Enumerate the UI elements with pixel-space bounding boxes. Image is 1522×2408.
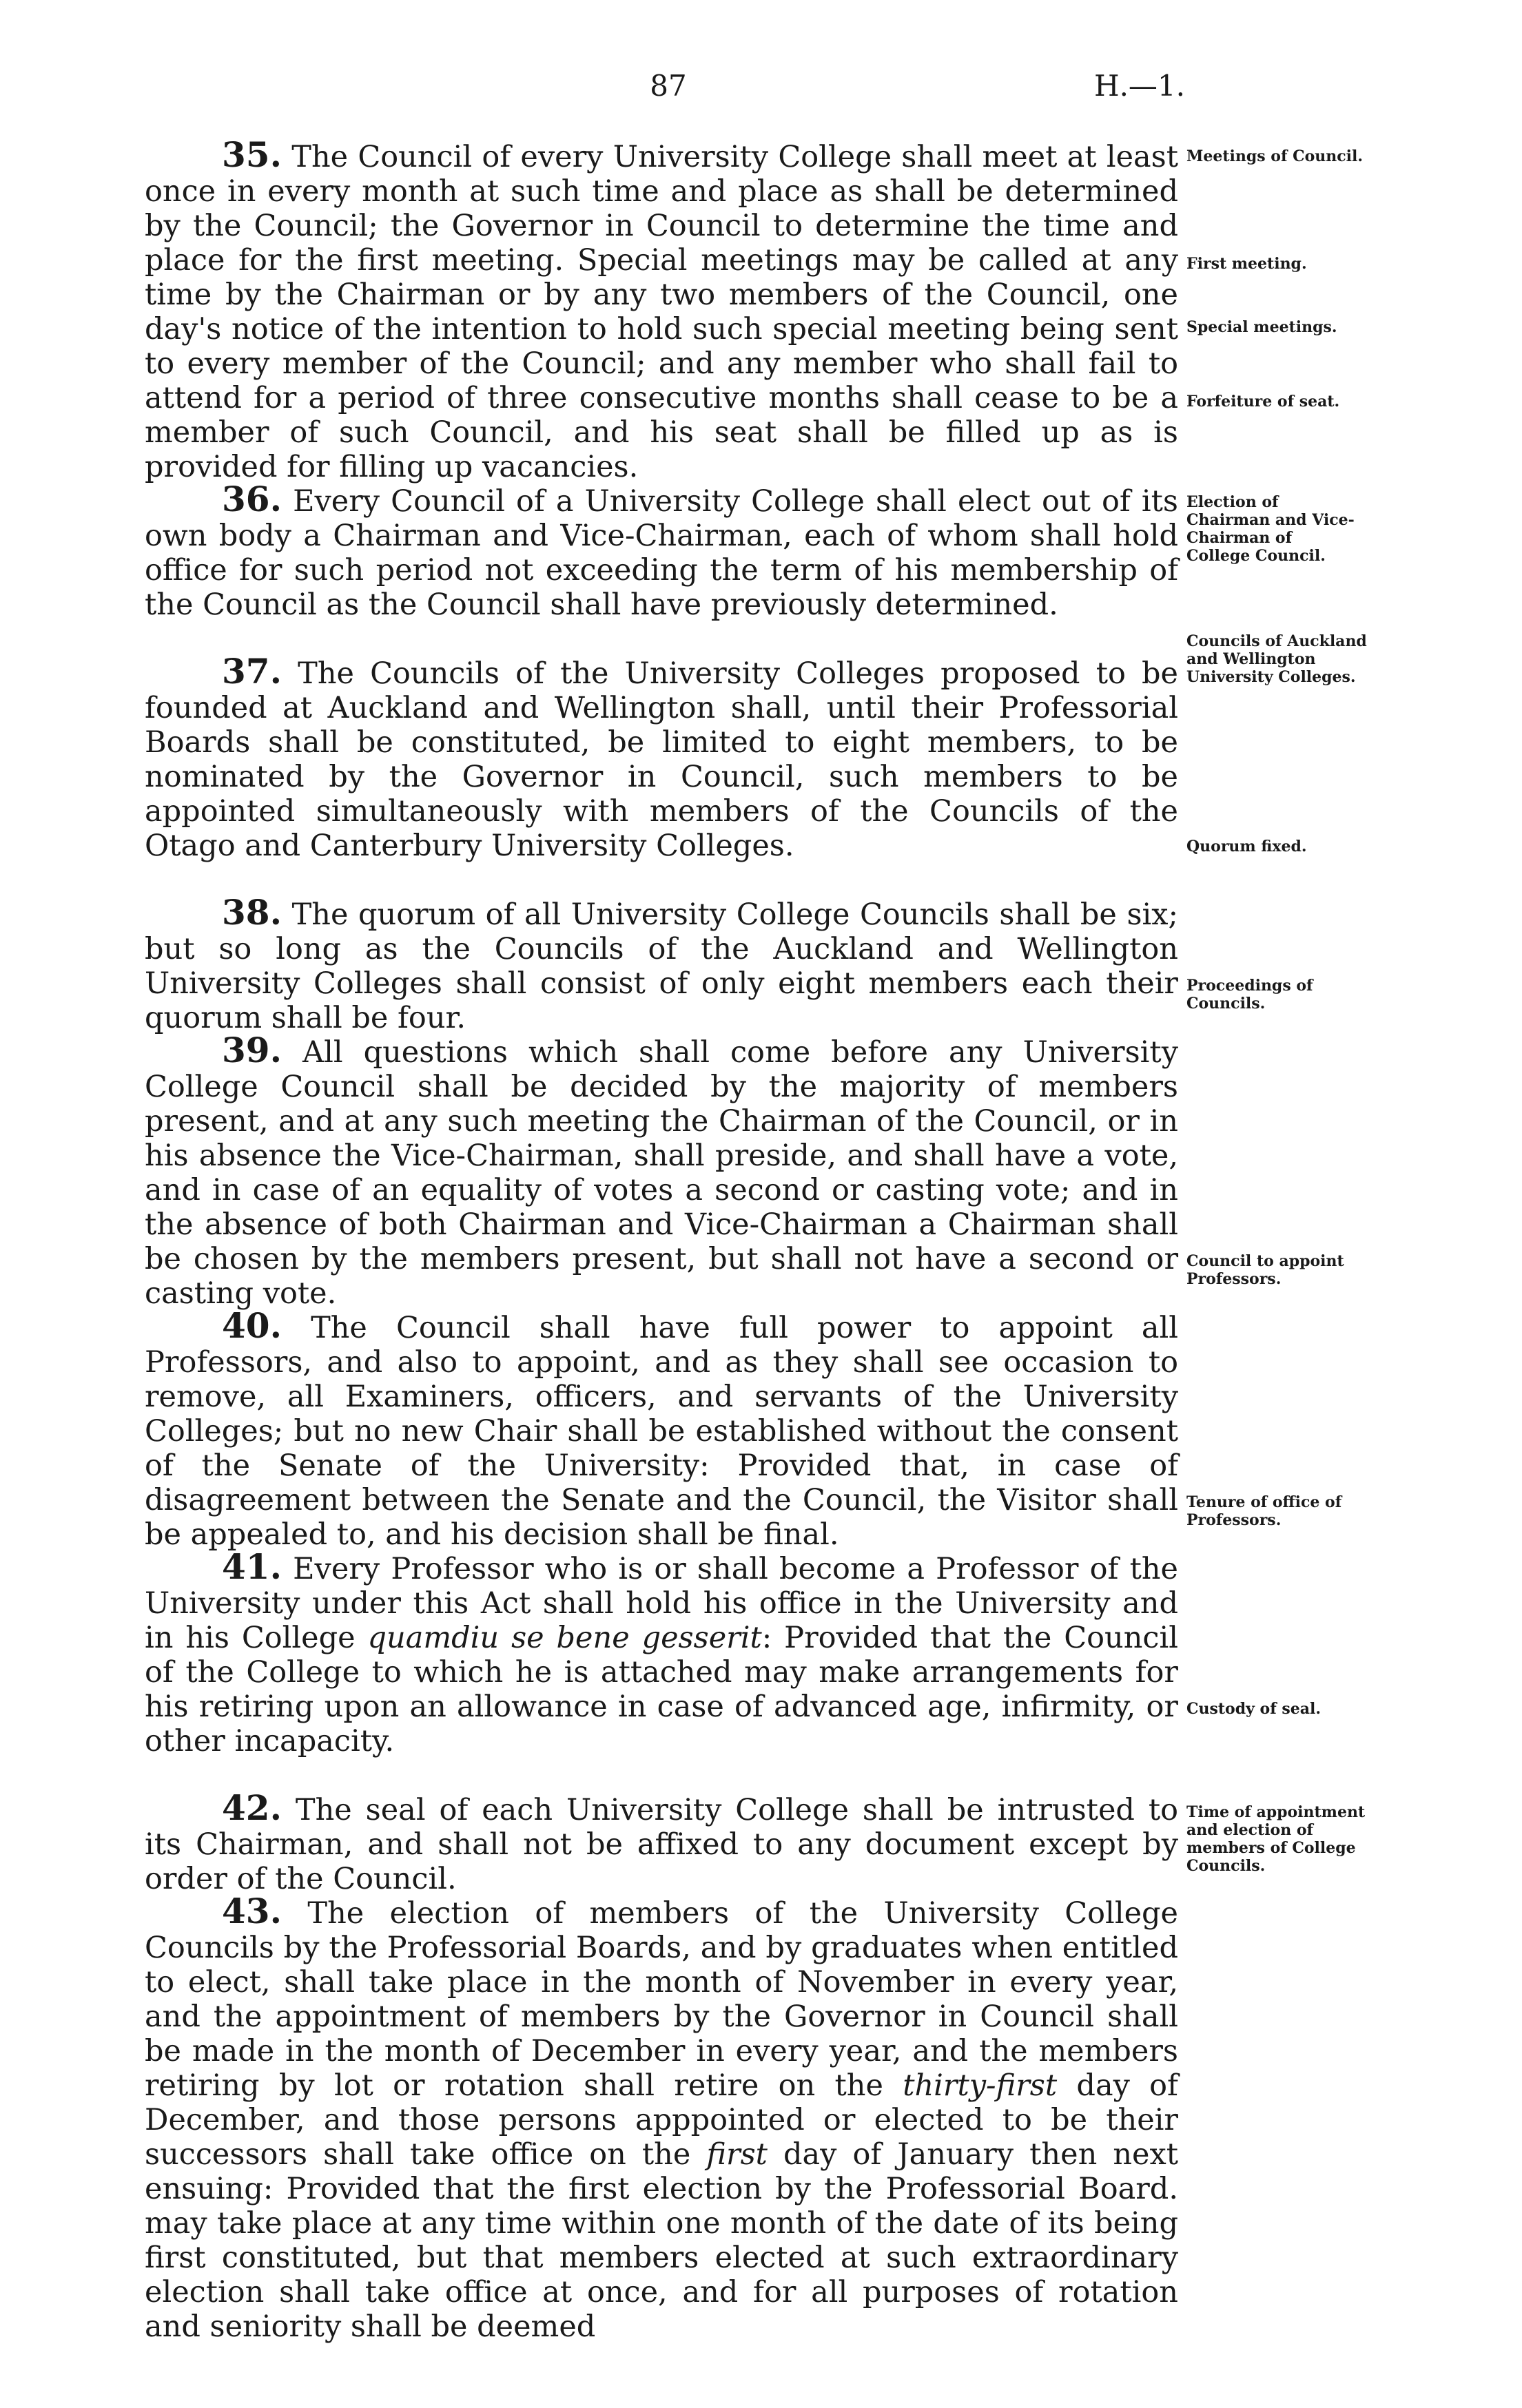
margin-note-forfeiture: Forfeiture of seat. [1186,393,1340,411]
section-37 [145,651,1178,863]
latin-phrase: quamdiu se bene gesserit [367,1621,762,1655]
margin-note-quorum: Quorum fixed. [1186,838,1307,855]
section-number: 38. [222,892,282,933]
section-number: 42. [222,1787,282,1828]
margin-note-time-appointment: Time of appointment and election of members of College Councils. [1186,1803,1366,1875]
margin-note-special-meetings: Special meetings. [1186,318,1337,336]
section-text: The Council of every University College shall meet at least once in every month at such time and place as shall be determined by the Council; the Governor in Council to determine the time and place for the first meeting. Special meetings may be called at any time by the Chairman or by any two members of the Council, one day's notice of the intention to hold such special meeting being sent to every member of the Council; and any member who shall fail to attend for a period of three consecutive months shall cease to be a member of such Council, and his seat shall be filled up as is provided for filling up vacancies. [145,140,1179,484]
section-text: The election of members of the University College Councils by the Professorial Boards, and by graduates when entitled to elect, shall take place in the month of November in every year, and the appointment of members by the Governor in Council shall be made in the month of December in every year, and the members retiring by lot or rotation shall retire on the [145,1896,1178,2103]
section-39 [145,1030,1178,1311]
section-35 [145,134,1179,484]
section-number: 40. [222,1305,282,1346]
margin-note-tenure: Tenure of office of Professors. [1186,1493,1342,1529]
margin-note-election-chairman: Election of Chairman and Vice-Chairman of College Council. [1186,493,1355,565]
section-text: All questions which shall come before any University College Council shall be decided by the majority of members present, and at any such meeting the Chairman of the Council, or in his absence the Vice-Chairman, shall preside, and shall have a vote, and in case of an equality of votes a second or casting vote; and in the absence of both Chairman and Vice-Chairman a Chairman shall be chosen by the members present, but shall not have a second or casting vote. [145,1035,1178,1311]
section-text-continued: day of December, and those persons apppointed or elected to be their successors shall take office on the [145,2068,1178,2172]
section-text: The Councils of the University Colleges proposed to be founded at Auckland and Wellington shall, until their Professorial Boards shall be constituted, be limited to eight members, to be nominated by the Governor in Council, such members to be appointed simultaneously with members of the Councils of the Otago and Canterbury University Colleges. [145,656,1178,863]
section-38 [145,892,1178,1035]
italic-date: thirty-first [903,2068,1058,2103]
section-40 [145,1305,1178,1552]
section-43 [145,1891,1178,2344]
margin-note-custody-seal: Custody of seal. [1186,1700,1322,1718]
section-text: The Council shall have full power to appoint all Professors, and also to appoint, and as they shall see occasion to remove, all Examiners, officers, and servants of the University Colleges; but no new Chair shall be established without the consent of the Senate of the University: Provided that, in case of disagreement between the Senate and the Council, the Visitor shall be appealed to, and his decision shall be final. [145,1311,1178,1552]
section-text: Every Council of a University College shall elect out of its own body a Chairman and Vice-Chairman, each of whom shall hold office for such period not exceeding the term of his membership of the Council as the Council shall have previously determined. [145,484,1178,622]
section-number: 36. [222,479,282,519]
section-text: The quorum of all University College Councils shall be six; but so long as the Councils of the Auckland and Wellington University Colleges shall consist of only eight members each their quorum shall be four. [145,897,1178,1035]
section-36 [145,479,1178,622]
section-42 [145,1787,1178,1896]
section-text-continued: : Provided that the Council of the College to which he is attached may make arrangements for his retiring upon an allowance in case of advanced age, infirmity, or other incapacity. [145,1621,1178,1758]
section-number: 41. [222,1546,282,1587]
margin-note-auckland-wellington: Councils of Auckland and Wellington University Colleges. [1186,632,1367,686]
margin-note-first-meeting: First meeting. [1186,255,1307,273]
section-number: 37. [222,651,282,692]
margin-note-appoint-professors: Council to appoint Professors. [1186,1252,1344,1288]
section-number: 39. [222,1030,282,1070]
italic-date: first [706,2137,768,2172]
section-text: The seal of each University College shall be intrusted to its Chairman, and shall not be affixed to any document except by order of the Council. [145,1793,1178,1896]
section-number: 43. [222,1891,282,1931]
section-text: Every Professor who is or shall become a Professor of the University under this Act shall hold his office in the University and in his College [145,1552,1178,1655]
section-41 [145,1546,1178,1758]
margin-note-meetings: Meetings of Council. [1186,147,1364,165]
section-number: 35. [222,134,282,175]
margin-note-proceedings: Proceedings of Councils. [1186,977,1313,1013]
document-reference: H.—1. [1093,69,1185,103]
section-text-continued: day of January then next ensuing: Provided that the first election by the Professorial Board. may take place at any time within one month of the date of its being first constituted, but that members elected at such extraordinary election shall take office at once, and for all purposes of rotation and seniority shall be deemed [145,2137,1178,2344]
page-number: 87 [650,69,687,103]
